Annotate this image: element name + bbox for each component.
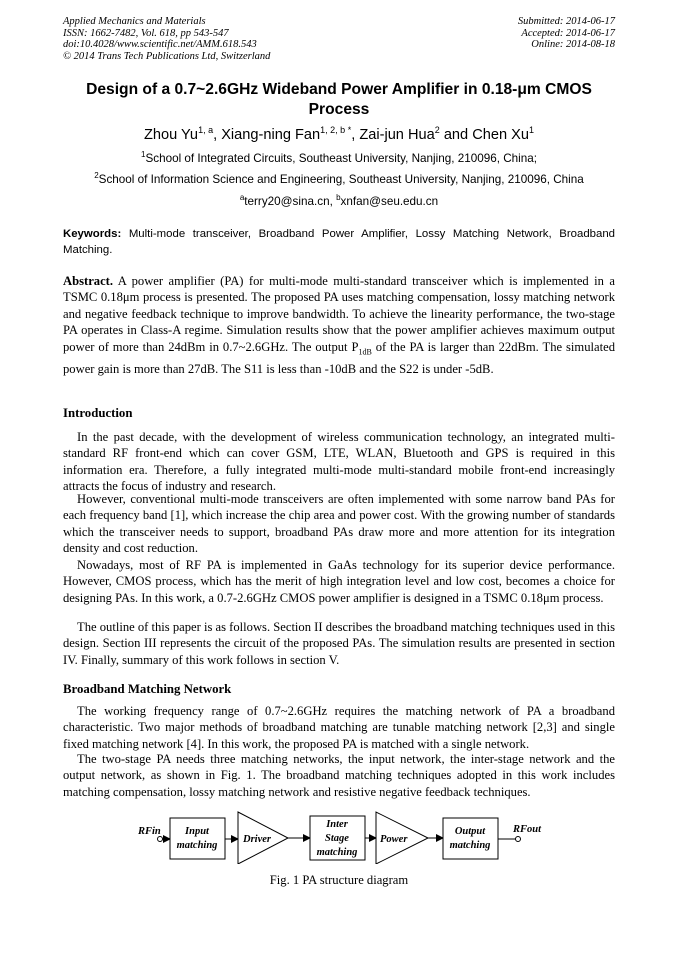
affiliation-1: [40, 150, 638, 165]
input-matching-label: matching: [176, 840, 218, 851]
author-sep: ,: [213, 126, 222, 143]
abstract-text-cont: of the PA is larger than 22dBm. The simulated power gain is more than 27dB. The S11 is less than -10dB and the S22 is under -5dB.: [63, 339, 615, 376]
author-name: Zhou Yu: [143, 126, 199, 143]
online-date: Online: 2014-08-18: [531, 39, 615, 51]
keywords-text: Multi-mode transceiver, Broadband Power Amplifier, Lossy Matching Network, Broadband Matching.: [63, 228, 615, 256]
rfin-terminal: [158, 837, 163, 842]
inter-stage-label: Stage: [325, 833, 349, 844]
input-matching-label: Input: [185, 826, 209, 837]
abstract-subscript: 1dB: [358, 347, 372, 357]
submission-dates: [518, 16, 615, 51]
intro-paragraph-1: In the past decade, with the development of wireless communication technology, an integrated multi-standard RF front-end which can cover GSM, LTE, WLAN, Bluetooth and GPS is required in this information era. Therefore, a fully integrated multi-mode multi-standard mobile front-end increasingly attracts the focus of industry and research.: [63, 430, 615, 494]
abstract-text: A power amplifier (PA) for multi-mode multi-standard transceiver which is implemented in a TSMC 0.18μm process is presented. The proposed PA uses matching compensation, lossy matching network and negative feedback technique to improve bandwidth. To achieve the linearity performance, the two-stage PA operates in Class-A regime. Simulation results show that the power amplifier achieves maximum output power of more than 24dBm in 0.7~2.6GHz. The output P: [63, 274, 615, 354]
rfout-terminal: [516, 837, 521, 842]
affiliation-text: School of Information Science and Engineering, Southeast University, Nanjing, 210096, China: [98, 172, 584, 186]
broadband-paragraph-2: The two-stage PA needs three matching networks, the input network, the inter-stage network and the output network, as shown in Fig. 1. The broadband matching techniques adopted in this work includes matching compensation, lossy matching network and resistive negative feedback techniques.: [63, 752, 615, 799]
author-emails: [40, 193, 638, 208]
author-name: Chen Xu: [472, 126, 530, 143]
paper-title: Design of a 0.7~2.6GHz Wideband Power Amplifier in 0.18-μm CMOS Process: [86, 81, 592, 118]
affiliation-sup: 2: [94, 171, 99, 180]
journal-name: Applied Mechanics and Materials: [63, 16, 206, 27]
author-sup: 1, 2, b *: [320, 125, 352, 135]
accepted-date: Accepted: 2014-06-17: [521, 27, 615, 39]
email-b: xnfan@seu.edu.cn: [340, 194, 439, 208]
email-sup: b: [336, 193, 341, 202]
doi-line: doi:10.4028/www.scientific.net/AMM.618.543: [63, 39, 257, 51]
copyright-line: © 2014 Trans Tech Publications Ltd, Switzerland: [63, 50, 271, 62]
author-list: [63, 125, 615, 143]
output-matching-label: Output: [454, 826, 486, 837]
figure-caption: Fig. 1 PA structure diagram: [269, 873, 409, 887]
keywords: [63, 226, 615, 258]
author-name: Zai-jun Hua: [359, 126, 435, 143]
broadband-paragraph-1: The working frequency range of 0.7~2.6GHz requires the matching network of PA a broadband characteristic. Two major methods of broadband matching are tunable matching network [2,3] and single fixed matching network [4]. In this work, the proposed PA is matched with a single network.: [63, 704, 615, 751]
author-sup: 1: [529, 125, 535, 135]
rfout-label: RFout: [513, 824, 542, 835]
journal-info: [63, 16, 270, 62]
intro-paragraph-4: The outline of this paper is as follows. Section II describes the broadband matching techniques used in this design. Section III represents the circuit of the proposed PAs. The simulation results are presented in section IV. Finally, summary of this work follows in section V.: [63, 620, 615, 667]
inter-stage-label: matching: [316, 847, 358, 858]
email-sup: a: [239, 193, 245, 202]
rfin-label: RFin: [138, 826, 161, 837]
author-sup: 2: [434, 125, 440, 135]
abstract: [63, 273, 615, 377]
intro-paragraph-3: Nowadays, most of RF PA is implemented in GaAs technology for its superior device performance. However, CMOS process, which has the merit of high integration level and low cost, becomes a choice for designing PAs. In this work, a 0.7-2.6GHz CMOS power amplifier is designed in a TSMC 0.18μm process.: [63, 558, 615, 605]
author-name: Xiang-ning Fan: [221, 126, 321, 143]
author-sup: 1, a: [198, 125, 214, 135]
issn-line: ISSN: 1662-7482, Vol. 618, pp 543-547: [63, 27, 229, 39]
keywords-label: Keywords:: [63, 228, 122, 240]
abstract-label: Abstract.: [63, 274, 114, 288]
inter-stage-label: Inter: [326, 819, 348, 830]
power-label: Power: [380, 834, 408, 845]
driver-label: Driver: [243, 834, 271, 845]
intro-paragraph-2: However, conventional multi-mode transceivers are often implemented with some narrow band PAs for each frequency band [1], which increase the chip area and power cost. With the growing number of standards which the transceiver needs to support, broadband PAs draw more and more attention for its integration density and cost reduction.: [63, 492, 615, 556]
author-sep: ,: [351, 126, 360, 143]
affiliation-text: School of Integrated Circuits, Southeast University, Nanjing, 210096, China;: [145, 151, 537, 165]
email-a: terry20@sina.cn,: [244, 194, 337, 208]
affiliation-2: [40, 171, 638, 186]
affiliation-sup: 1: [141, 150, 146, 159]
introduction-heading: Introduction: [63, 406, 133, 420]
output-matching-label: matching: [449, 840, 491, 851]
author-sep: and: [439, 126, 473, 143]
pa-structure-diagram: [130, 804, 550, 864]
output-matching-box: [443, 818, 498, 859]
broadband-heading: Broadband Matching Network: [63, 682, 232, 696]
input-matching-box: [170, 818, 225, 859]
submitted-date: Submitted: 2014-06-17: [517, 16, 615, 27]
